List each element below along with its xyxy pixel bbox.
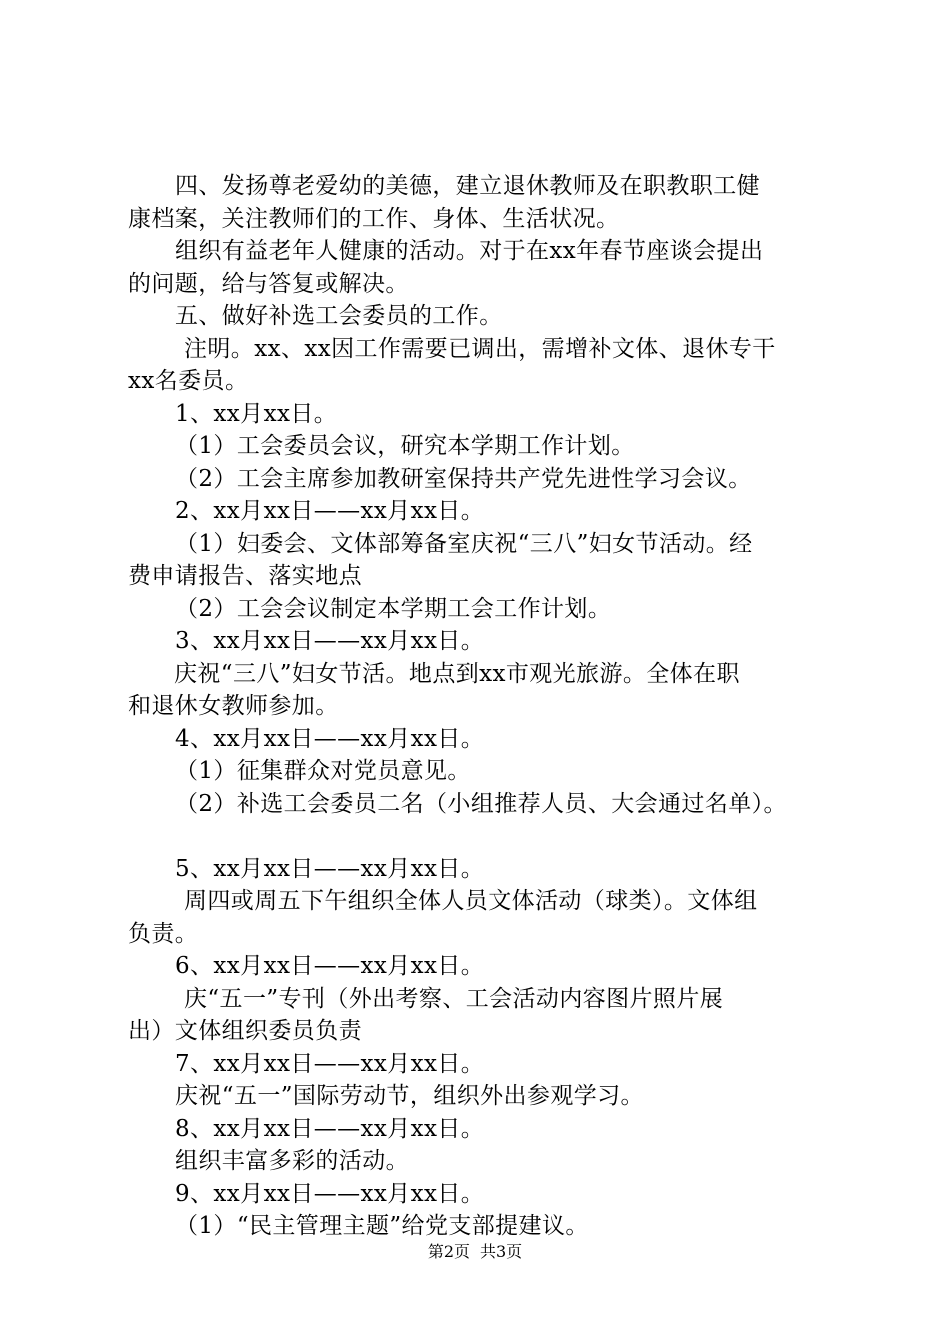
paragraph-line: 费申请报告、落实地点 [128, 563, 362, 589]
paragraph-line: 2、xx月xx日——xx月xx日。 [175, 498, 485, 524]
paragraph-line: 7、xx月xx日——xx月xx日。 [175, 1050, 485, 1077]
paragraph-line: 6、xx月xx日——xx月xx日。 [175, 953, 485, 979]
paragraph-line: 周四或周五下午组织全体人员文体活动（球类）。文体组 [184, 888, 758, 914]
paragraph-line: 的问题，给与答复或解决。 [128, 270, 409, 297]
paragraph-line: （1）征集群众对党员意见。 [175, 758, 471, 784]
paragraph-line: 五、做好补选工会委员的工作。 [175, 303, 503, 329]
page-number: 第2页 [427, 1242, 470, 1261]
blank-line [128, 820, 840, 853]
paragraph-line: 8、xx月xx日——xx月xx日。 [175, 1115, 485, 1142]
paragraph-line: 5、xx月xx日——xx月xx日。 [175, 855, 485, 882]
paragraph-line: 出）文体组织委员负责 [128, 1018, 362, 1044]
paragraph-line: （1）工会委员会议，研究本学期工作计划。 [175, 433, 635, 459]
paragraph-line: xx名委员。 [128, 368, 249, 394]
paragraph-line: 庆祝“五一”国际劳动节，组织外出参观学习。 [175, 1083, 644, 1109]
paragraph-line: 4、xx月xx日——xx月xx日。 [175, 725, 485, 752]
paragraph-line: 组织有益老年人健康的活动。对于在xx年春节座谈会提出 [175, 238, 764, 264]
paragraph-line: （2）工会主席参加教研室保持共产党先进性学习会议。 [175, 465, 752, 492]
paragraph-line: 组织丰富多彩的活动。 [175, 1148, 409, 1174]
paragraph-line: 9、xx月xx日——xx月xx日。 [175, 1180, 485, 1207]
paragraph-line: （1）妇委会、文体部筹备室庆祝“三八”妇女节活动。经 [175, 530, 753, 557]
paragraph-line: 1、xx月xx日。 [175, 400, 338, 427]
page-footer [0, 1242, 950, 1262]
document-body [128, 170, 840, 1243]
paragraph-line: 庆祝“三八”妇女节活。地点到xx市观光旅游。全体在职 [174, 660, 740, 687]
paragraph-line: （1）“民主管理主题”给党支部提建议。 [175, 1213, 589, 1239]
paragraph-line: 3、xx月xx日——xx月xx日。 [175, 628, 485, 654]
paragraph-line: （2）补选工会委员二名（小组推荐人员、大会通过名单）。 [175, 790, 787, 817]
paragraph-line: 和退休女教师参加。 [128, 693, 339, 719]
page-total: 共3页 [480, 1242, 523, 1261]
paragraph-line: 康档案，关注教师们的工作、身体、生活状况。 [128, 205, 620, 232]
paragraph-line: 庆“五一”专刊（外出考察、工会活动内容图片照片展 [184, 985, 724, 1012]
paragraph-line: （2）工会会议制定本学期工会工作计划。 [175, 595, 612, 622]
paragraph-line: 四、发扬尊老爱幼的美德，建立退休教师及在职教职工健 [175, 173, 760, 199]
paragraph-line: 注明。xx、xx因工作需要已调出，需增补文体、退休专干 [184, 335, 776, 362]
paragraph-line: 负责。 [128, 920, 199, 947]
